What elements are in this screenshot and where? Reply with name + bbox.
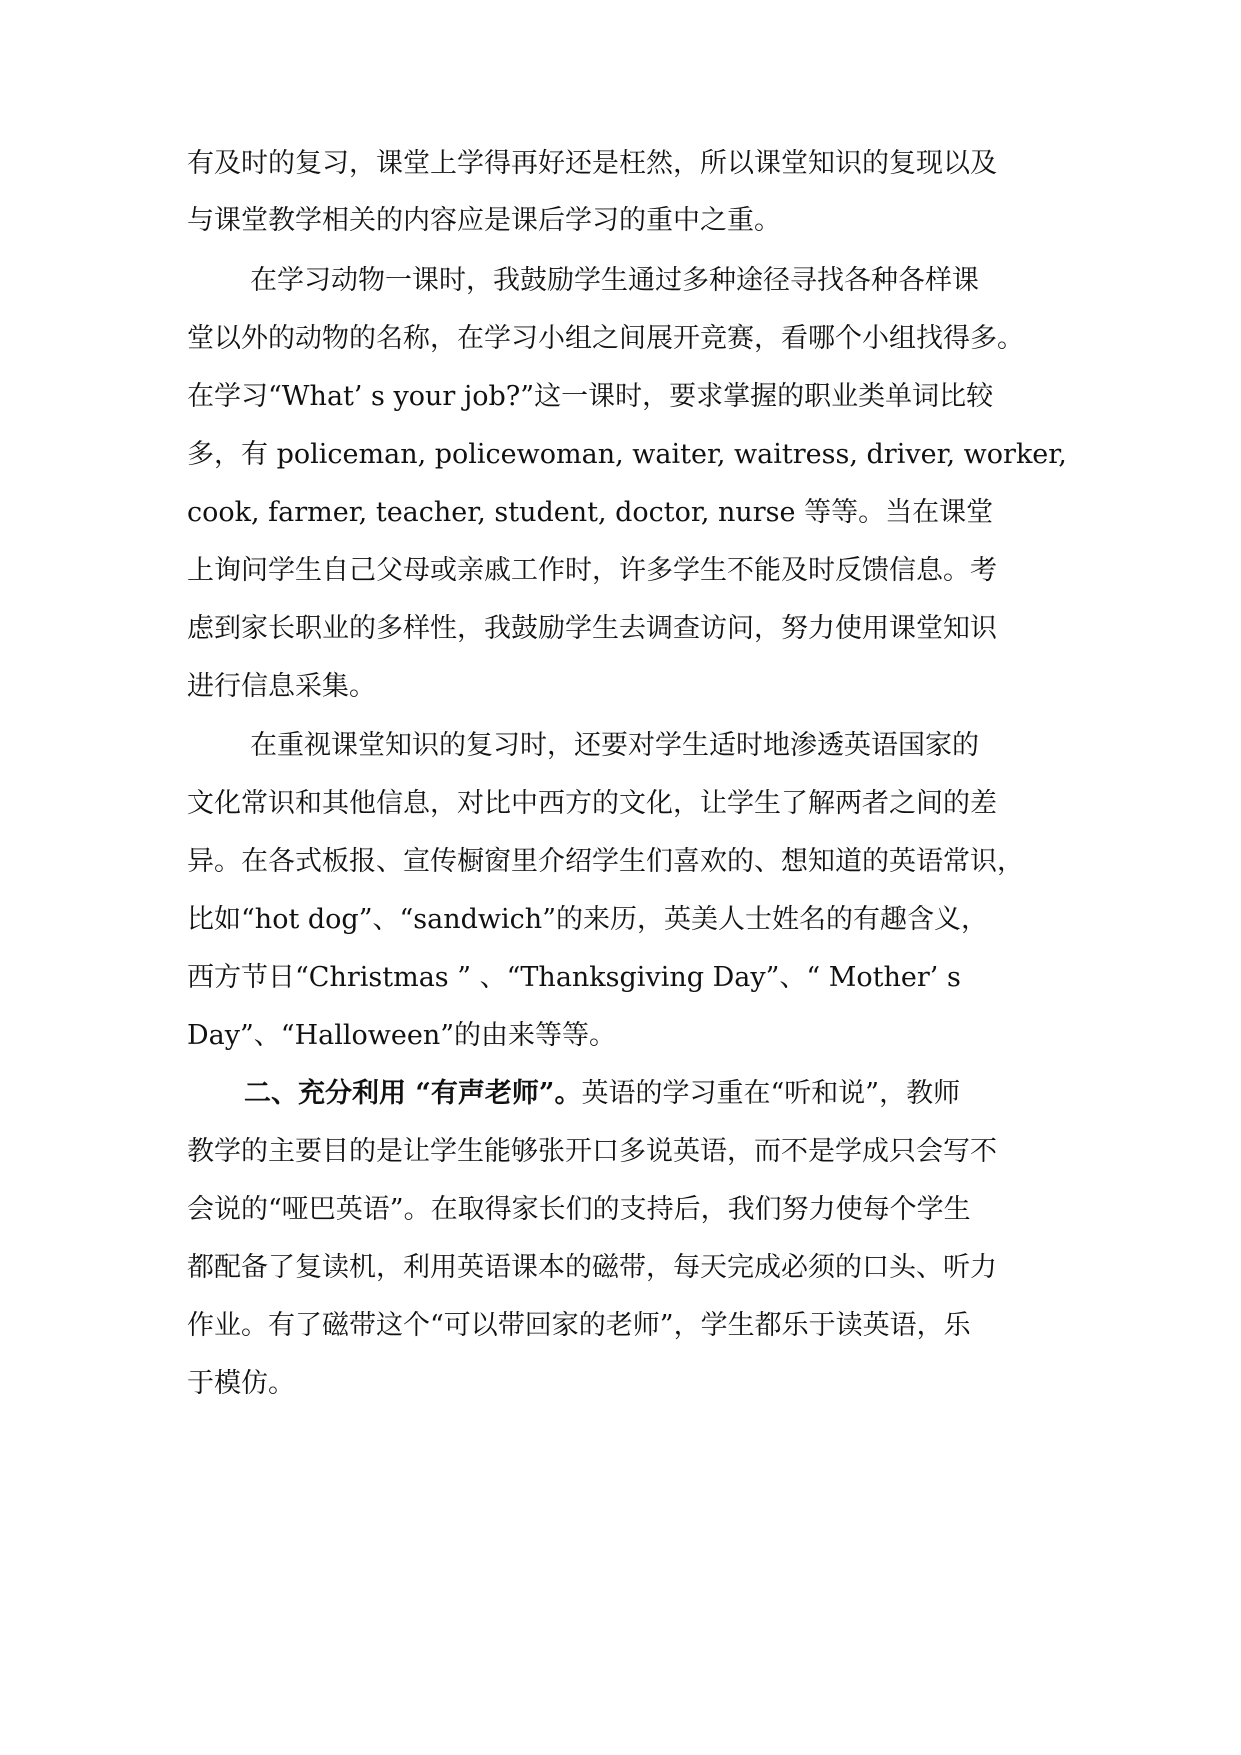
paragraph-2-line-6: 上询问学生自己父母或亲戚工作时，许多学生不能及时反馈信息。考 xyxy=(187,555,997,586)
paragraph-3-line-5: 西方节日“Christmas ” 、“Thanksgiving Day”、“ Mother’ s xyxy=(187,962,961,993)
paragraph-2-line-4: 多，有 policeman, policewoman, waiter, waitress, driver, worker, xyxy=(187,439,1067,470)
paragraph-2-line-5: cook, farmer, teacher, student, doctor, nurse 等等。当在课堂 xyxy=(187,497,994,528)
paragraph-3-line-2: 文化常识和其他信息，对比中西方的文化，让学生了解两者之间的差 xyxy=(187,788,997,819)
paragraph-2-line-7: 虑到家长职业的多样性，我鼓励学生去调查访问，努力使用课堂知识 xyxy=(187,613,997,644)
paragraph-2-line-3: 在学习“What’ s your job?”这一课时，要求掌握的职业类单词比较 xyxy=(187,381,994,412)
section-2-first-line xyxy=(244,1077,1164,1111)
paragraph-3-line-3: 异。在各式板报、宣传橱窗里介绍学生们喜欢的、想知道的英语常识， xyxy=(187,846,1024,877)
section-2-line-5: 作业。有了磁带这个“可以带回家的老师”，学生都乐于读英语，乐 xyxy=(187,1310,971,1341)
section-2-line-6: 于模仿。 xyxy=(187,1368,295,1399)
paragraph-2-line-2: 堂以外的动物的名称，在学习小组之间展开竞赛，看哪个小组找得多。 xyxy=(187,323,1024,354)
paragraph-3-line-6: Day”、“Halloween”的由来等等。 xyxy=(187,1020,617,1051)
section-2-line-4: 都配备了复读机，利用英语课本的磁带，每天完成必须的口头、听力 xyxy=(187,1252,997,1283)
paragraph-2-line-8: 进行信息采集。 xyxy=(187,671,376,702)
section-2-first-line-text: 英语的学习重在“听和说”，教师 xyxy=(581,1078,961,1109)
paragraph-1-line-1: 有及时的复习，课堂上学得再好还是枉然，所以课堂知识的复现以及 xyxy=(187,148,997,179)
paragraph-1-line-2: 与课堂教学相关的内容应是课后学习的重中之重。 xyxy=(187,205,781,236)
paragraph-2-line-1: 在学习动物一课时，我鼓励学生通过多种途径寻找各种各样课 xyxy=(250,265,979,296)
paragraph-3-line-1: 在重视课堂知识的复习时，还要对学生适时地渗透英语国家的 xyxy=(250,730,979,761)
section-2-line-2: 教学的主要目的是让学生能够张开口多说英语，而不是学成只会写不 xyxy=(187,1136,997,1167)
section-2-heading: 二、充分利用 “有声老师”。 xyxy=(244,1078,582,1109)
paragraph-3-line-4: 比如“hot dog”、“sandwich”的来历，英美人士姓名的有趣含义， xyxy=(187,904,988,935)
section-2-line-3: 会说的“哑巴英语”。在取得家长们的支持后，我们努力使每个学生 xyxy=(187,1194,971,1225)
